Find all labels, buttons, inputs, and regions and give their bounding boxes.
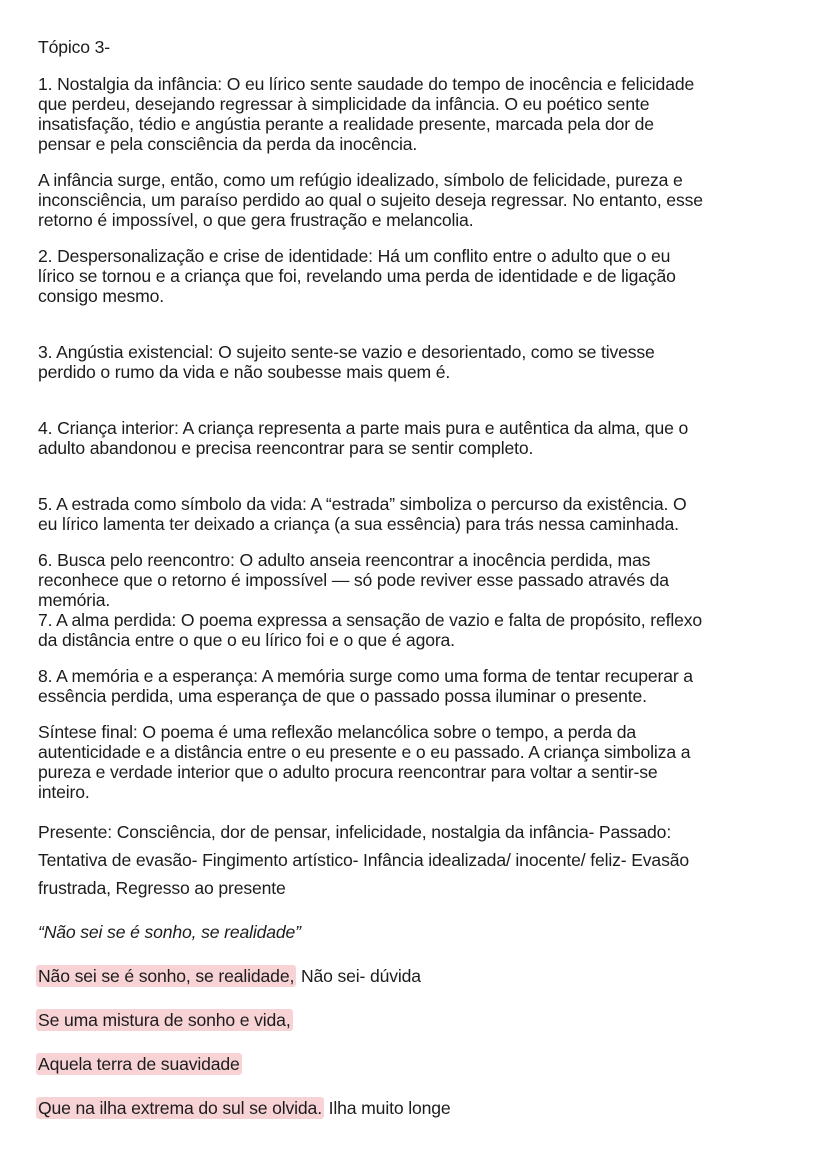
text-line: retorno é impossível, o que gera frustração e melancolia. <box>38 210 474 230</box>
paragraph-estrada <box>38 494 686 534</box>
text-line: frustrada, Regresso ao presente <box>38 878 286 898</box>
text-line: Síntese final: O poema é uma reflexão melancólica sobre o tempo, a perda da <box>38 722 637 742</box>
text-line: 5. A estrada como símbolo da vida: A “estrada” simboliza o percurso da existência. O <box>38 494 687 514</box>
poem-quote: “Não sei se é sonho, se realidade” <box>38 922 301 942</box>
verse-note: Não sei- dúvida <box>296 966 421 986</box>
paragraph-reencontro <box>38 550 702 650</box>
text-line: pureza e verdade interior que o adulto procura reencontrar para voltar a sentir-se <box>38 762 658 782</box>
text-line: insatisfação, tédio e angústia perante a realidade presente, marcada pela dor de <box>38 114 654 134</box>
highlighted-verse: Não sei se é sonho, se realidade, <box>38 966 295 986</box>
text-line: 8. A memória e a esperança: A memória surge como uma forma de tentar recuperar a <box>38 666 693 686</box>
paragraph-crianca <box>38 418 688 458</box>
text-line: 7. A alma perdida: O poema expressa a sensação de vazio e falta de propósito, reflexo <box>38 610 703 630</box>
text-line: 2. Despersonalização e crise de identidade: Há um conflito entre o adulto que o eu <box>38 246 671 266</box>
text-line: memória. <box>38 590 111 610</box>
text-line: Presente: Consciência, dor de pensar, infelicidade, nostalgia da infância- Passado: <box>38 822 672 842</box>
text-line: inteiro. <box>38 782 90 802</box>
text-line: 1. Nostalgia da infância: O eu lírico sente saudade do tempo de inocência e felicidade <box>38 74 695 94</box>
text-line: lírico se tornou e a criança que foi, revelando uma perda de identidade e de ligação <box>38 266 676 286</box>
text-line: inconsciência, um paraíso perdido ao qual o sujeito deseja regressar. No entanto, esse <box>38 190 703 210</box>
text-line: eu lírico lamenta ter deixado a criança (a sua essência) para trás nessa caminhada. <box>38 514 679 534</box>
paragraph-sintese <box>38 722 690 802</box>
paragraph-nostalgia <box>38 74 694 154</box>
text-line: pensar e pela consciência da perda da inocência. <box>38 134 418 154</box>
text-line: essência perdida, uma esperança de que o passado possa iluminar o presente. <box>38 686 647 706</box>
text-line: 3. Angústia existencial: O sujeito sente-se vazio e desorientado, como se tivesse <box>38 342 655 362</box>
verse-line <box>38 1010 293 1030</box>
paragraph-despersonalizacao <box>38 246 676 306</box>
text-line: Tentativa de evasão- Fingimento artístico- Infância idealizada/ inocente/ feliz- Evasão <box>38 850 689 870</box>
highlighted-verse: Que na ilha extrema do sul se olvida. <box>38 1098 322 1118</box>
paragraph-angustia <box>38 342 655 382</box>
text-line: adulto abandonou e precisa reencontrar para se sentir completo. <box>38 438 534 458</box>
paragraph-infancia <box>38 170 703 230</box>
text-line: que perdeu, desejando regressar à simplicidade da infância. O eu poético sente <box>38 94 650 114</box>
verse-note: Ilha muito longe <box>323 1098 451 1118</box>
text-line: 6. Busca pelo reencontro: O adulto anseia reencontrar a inocência perdida, mas <box>38 550 651 570</box>
highlighted-verse: Se uma mistura de sonho e vida, <box>38 1010 291 1030</box>
text-line: consigo mesmo. <box>38 286 164 306</box>
text-line: 4. Criança interior: A criança representa a parte mais pura e autêntica da alma, que o <box>38 418 689 438</box>
highlighted-verse: Aquela terra de suavidade <box>38 1054 240 1074</box>
text-line: A infância surge, então, como um refúgio idealizado, símbolo de felicidade, pureza e <box>38 170 683 190</box>
verse-line <box>38 1054 242 1074</box>
verse-line <box>38 1098 451 1118</box>
text-line: da distância entre o que o eu lírico foi e o que é agora. <box>38 630 455 650</box>
paragraph-memoria <box>38 666 693 706</box>
text-line: reconhece que o retorno é impossível — só pode reviver esse passado através da <box>38 570 669 590</box>
text-line: autenticidade e a distância entre o eu presente e o eu passado. A criança simboliza a <box>38 742 691 762</box>
paragraph-presente <box>38 818 689 902</box>
text-line: perdido o rumo da vida e não soubesse mais quem é. <box>38 362 451 382</box>
document-title: Tópico 3- <box>38 37 110 57</box>
verse-line <box>38 966 421 986</box>
